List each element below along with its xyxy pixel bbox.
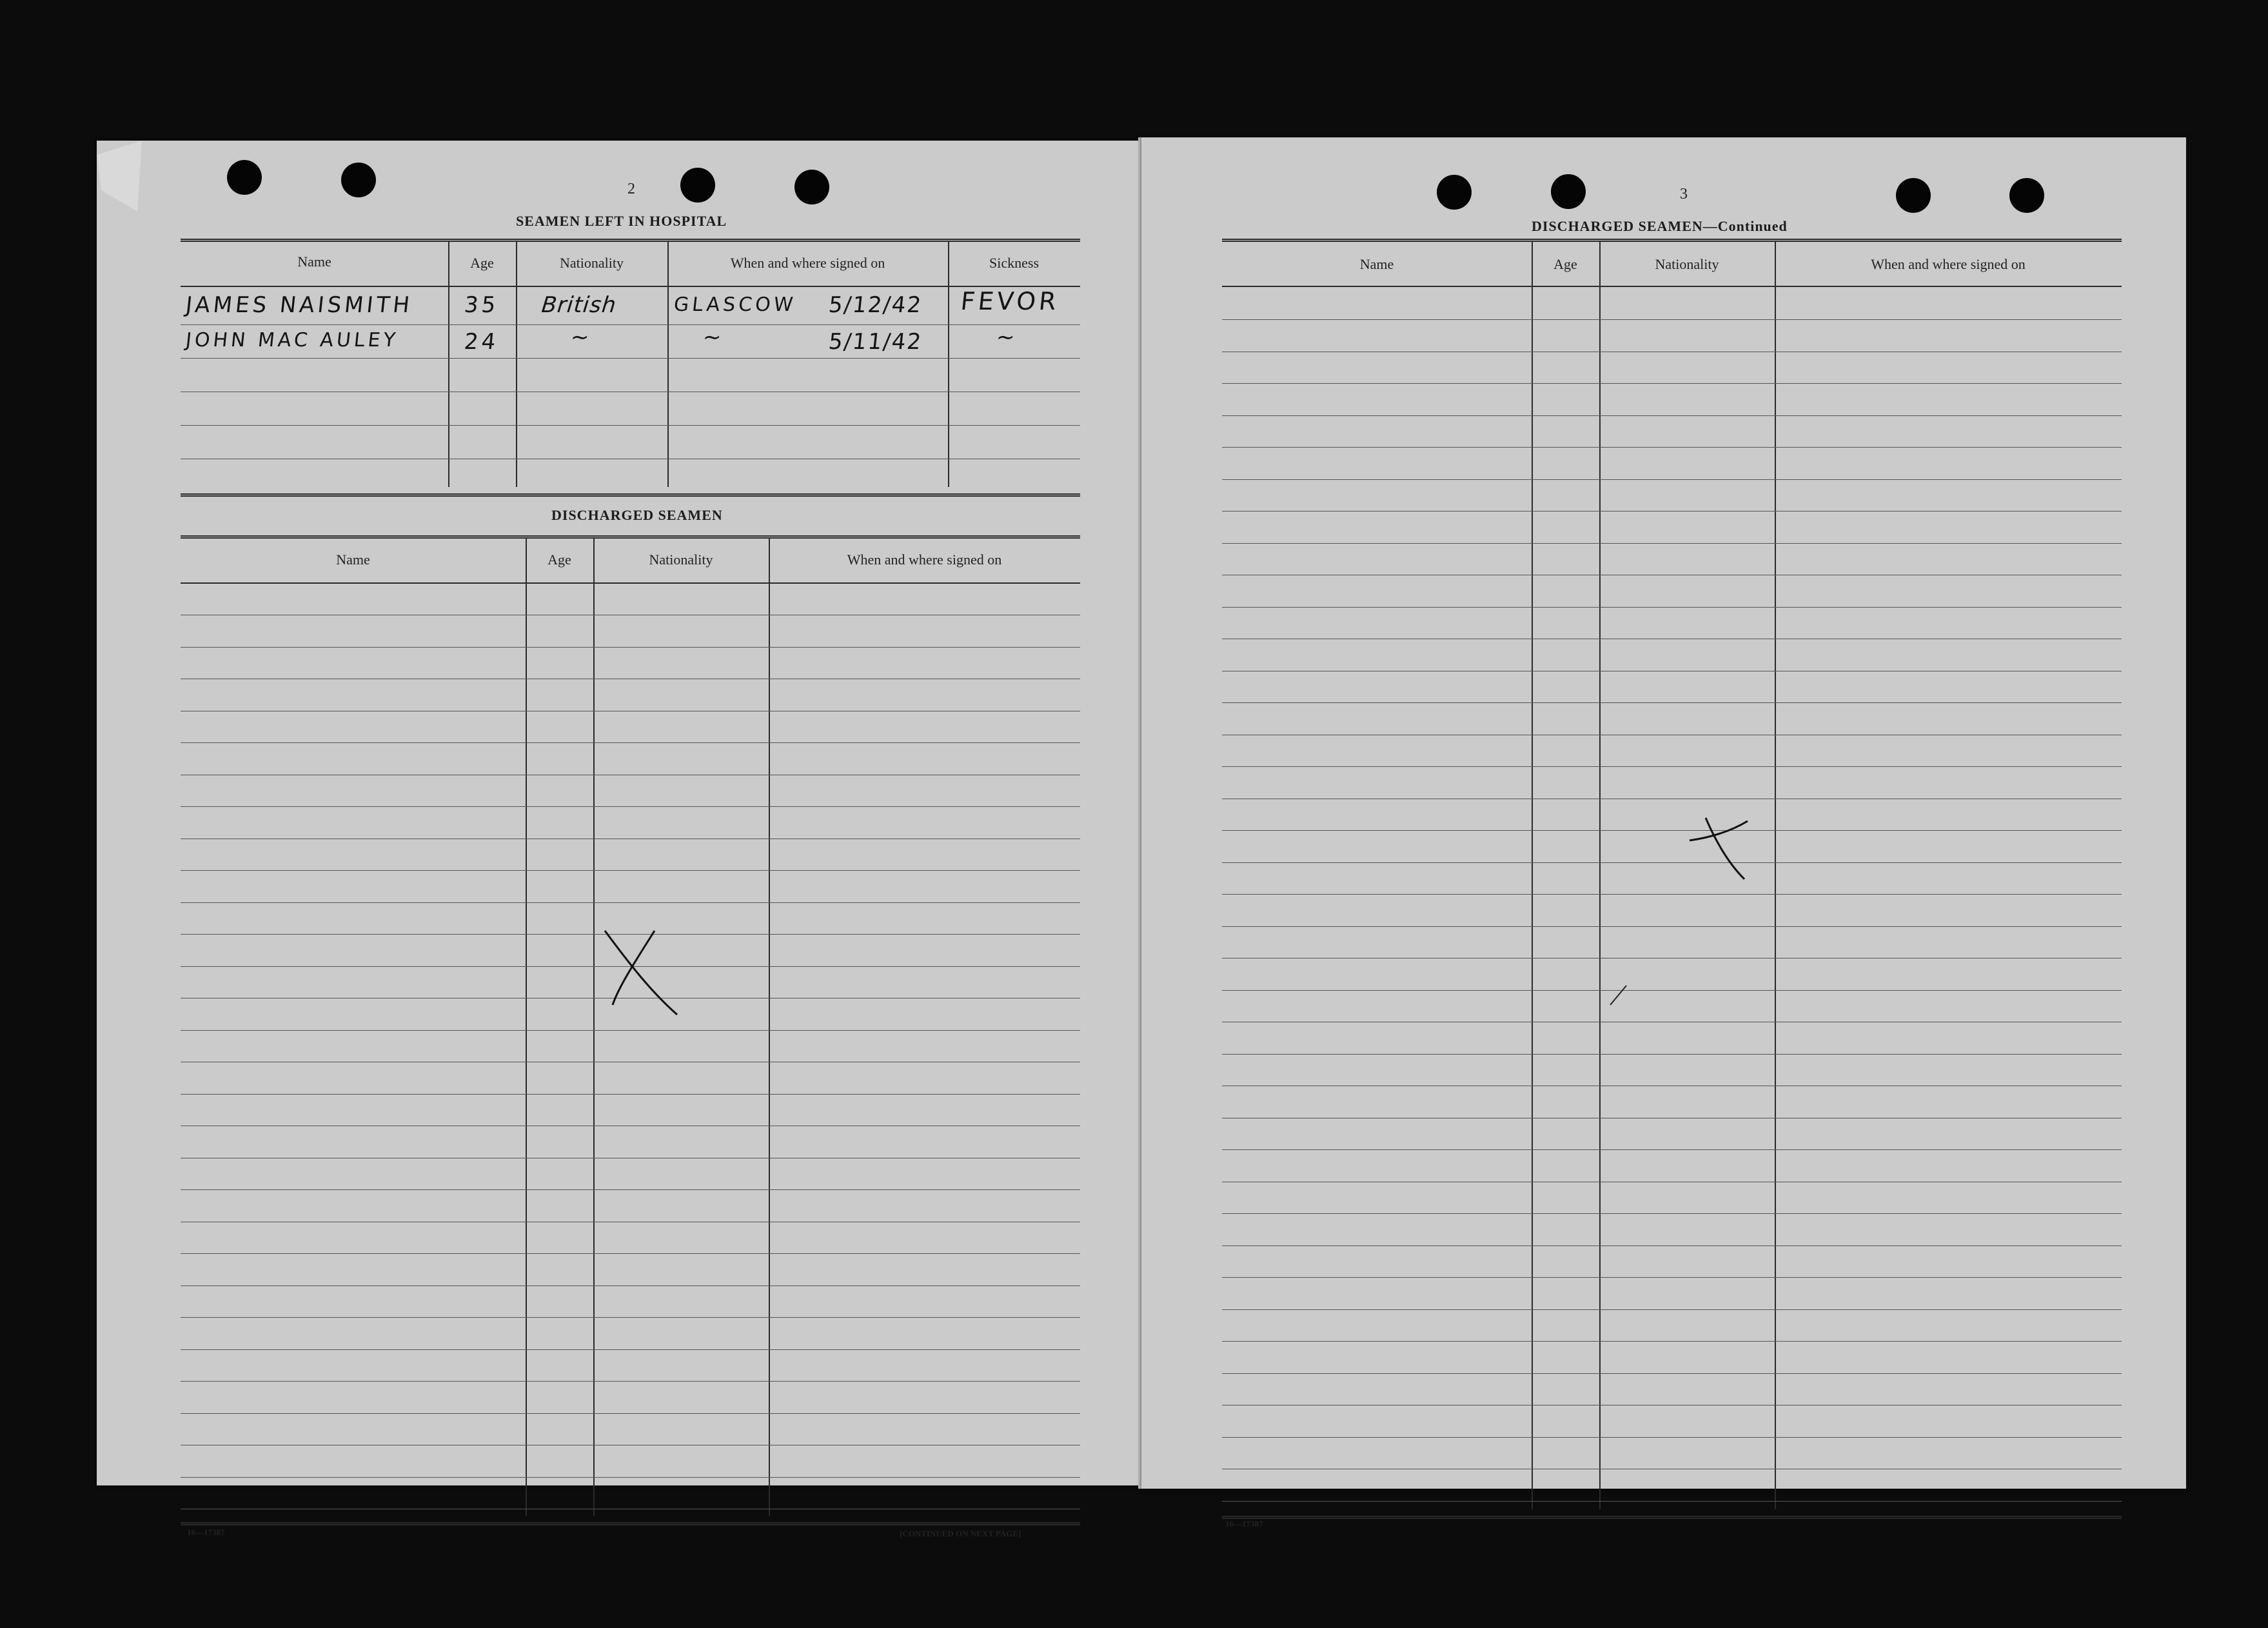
ruled-line (1222, 990, 2122, 991)
punch-hole (2009, 178, 2044, 213)
entry-date: 5/11/42 (827, 329, 924, 355)
entry-place: ~ (701, 324, 726, 350)
discharged-continued-title: DISCHARGED SEAMEN—Continued (1532, 218, 1788, 234)
col-head-nationality: Nationality (560, 255, 624, 271)
ruled-line (1222, 319, 2122, 320)
discharged-continued-table (1222, 239, 2122, 1519)
col-head-name: Name (1359, 256, 1394, 272)
punch-hole (1551, 174, 1586, 209)
col-head-signed-on: When and where signed on (1871, 256, 2026, 272)
tick-mark (1607, 982, 1633, 1008)
ruled-line (181, 1349, 1080, 1350)
ruled-line (1222, 862, 2122, 863)
ruled-line (1222, 479, 2122, 480)
ruled-line (1222, 1213, 2122, 1214)
continued-note: [CONTINUED ON NEXT PAGE] (900, 1529, 1021, 1538)
ruled-line (1222, 1437, 2122, 1438)
entry-age: 35 (462, 292, 500, 318)
cross-mark (1683, 815, 1754, 886)
punch-hole (794, 170, 829, 204)
col-head-age: Age (470, 255, 494, 271)
ruled-line (1222, 383, 2122, 384)
ruled-line (181, 1477, 1080, 1478)
ruled-line (1222, 1309, 2122, 1310)
col-head-name: Name (336, 551, 370, 568)
entry-nationality: British (540, 292, 618, 318)
entry-date: 5/12/42 (827, 292, 924, 318)
ruled-line (1222, 830, 2122, 831)
right-page-number: 3 (1680, 186, 1688, 203)
left-page-number: 2 (627, 181, 635, 197)
ruled-line (1222, 702, 2122, 703)
left-form-number: 16—17387 (187, 1527, 225, 1537)
entry-age: 24 (462, 329, 500, 355)
punch-hole (341, 163, 376, 197)
ruled-line (181, 1413, 1080, 1414)
right-page (1141, 137, 2186, 1529)
hospital-section-title: SEAMEN LEFT IN HOSPITAL (516, 213, 727, 229)
ruled-line (1222, 607, 2122, 608)
entry-name: JAMES NAISMITH (184, 292, 415, 318)
ruled-line (181, 647, 1080, 648)
right-form-number: 16—17387 (1225, 1519, 1263, 1529)
col-head-sickness: Sickness (989, 255, 1039, 271)
left-page (97, 141, 1141, 1538)
ruled-line (181, 1381, 1080, 1382)
ruled-line (181, 1030, 1080, 1031)
col-head-age: Age (1553, 256, 1577, 272)
ruled-line (1222, 1149, 2122, 1150)
col-head-signed-on: When and where signed on (847, 551, 1002, 568)
punch-hole (1437, 175, 1472, 210)
cross-mark (600, 924, 684, 1021)
ruled-line (1222, 926, 2122, 927)
ruled-line (1222, 415, 2122, 416)
ruled-line (1222, 1277, 2122, 1278)
col-head-name: Name (297, 253, 331, 270)
ruled-line (181, 1189, 1080, 1190)
entry-name: JOHN MAC AULEY (184, 329, 400, 352)
ruled-line (1222, 1501, 2122, 1502)
col-head-signed-on: When and where signed on (730, 255, 885, 271)
hospital-table (181, 239, 1080, 497)
punch-hole (680, 168, 715, 203)
ruled-line (181, 1094, 1080, 1095)
entry-nationality: ~ (569, 324, 594, 350)
entry-place: GLASCOW (673, 293, 798, 316)
entry-sickness: FEVOR (959, 287, 1061, 315)
ruled-line (181, 1253, 1080, 1254)
col-head-nationality: Nationality (1655, 256, 1719, 272)
col-head-nationality: Nationality (649, 551, 713, 568)
ruled-line (181, 870, 1080, 871)
ruled-line (1222, 447, 2122, 448)
ruled-line (1222, 894, 2122, 895)
punch-hole (1896, 178, 1931, 213)
ruled-line (181, 742, 1080, 743)
ruled-line (181, 1317, 1080, 1318)
ruled-line (181, 902, 1080, 903)
ruled-line (1222, 1373, 2122, 1374)
ruled-line (1222, 766, 2122, 767)
ruled-line (1222, 1341, 2122, 1342)
ruled-line (1222, 543, 2122, 544)
col-head-age: Age (547, 551, 571, 568)
ruled-line (181, 806, 1080, 807)
ruled-line (1222, 1054, 2122, 1055)
discharged-table (181, 535, 1080, 1525)
entry-sickness: ~ (994, 324, 1020, 350)
punch-hole (227, 160, 262, 195)
discharged-section-title: DISCHARGED SEAMEN (551, 507, 723, 523)
